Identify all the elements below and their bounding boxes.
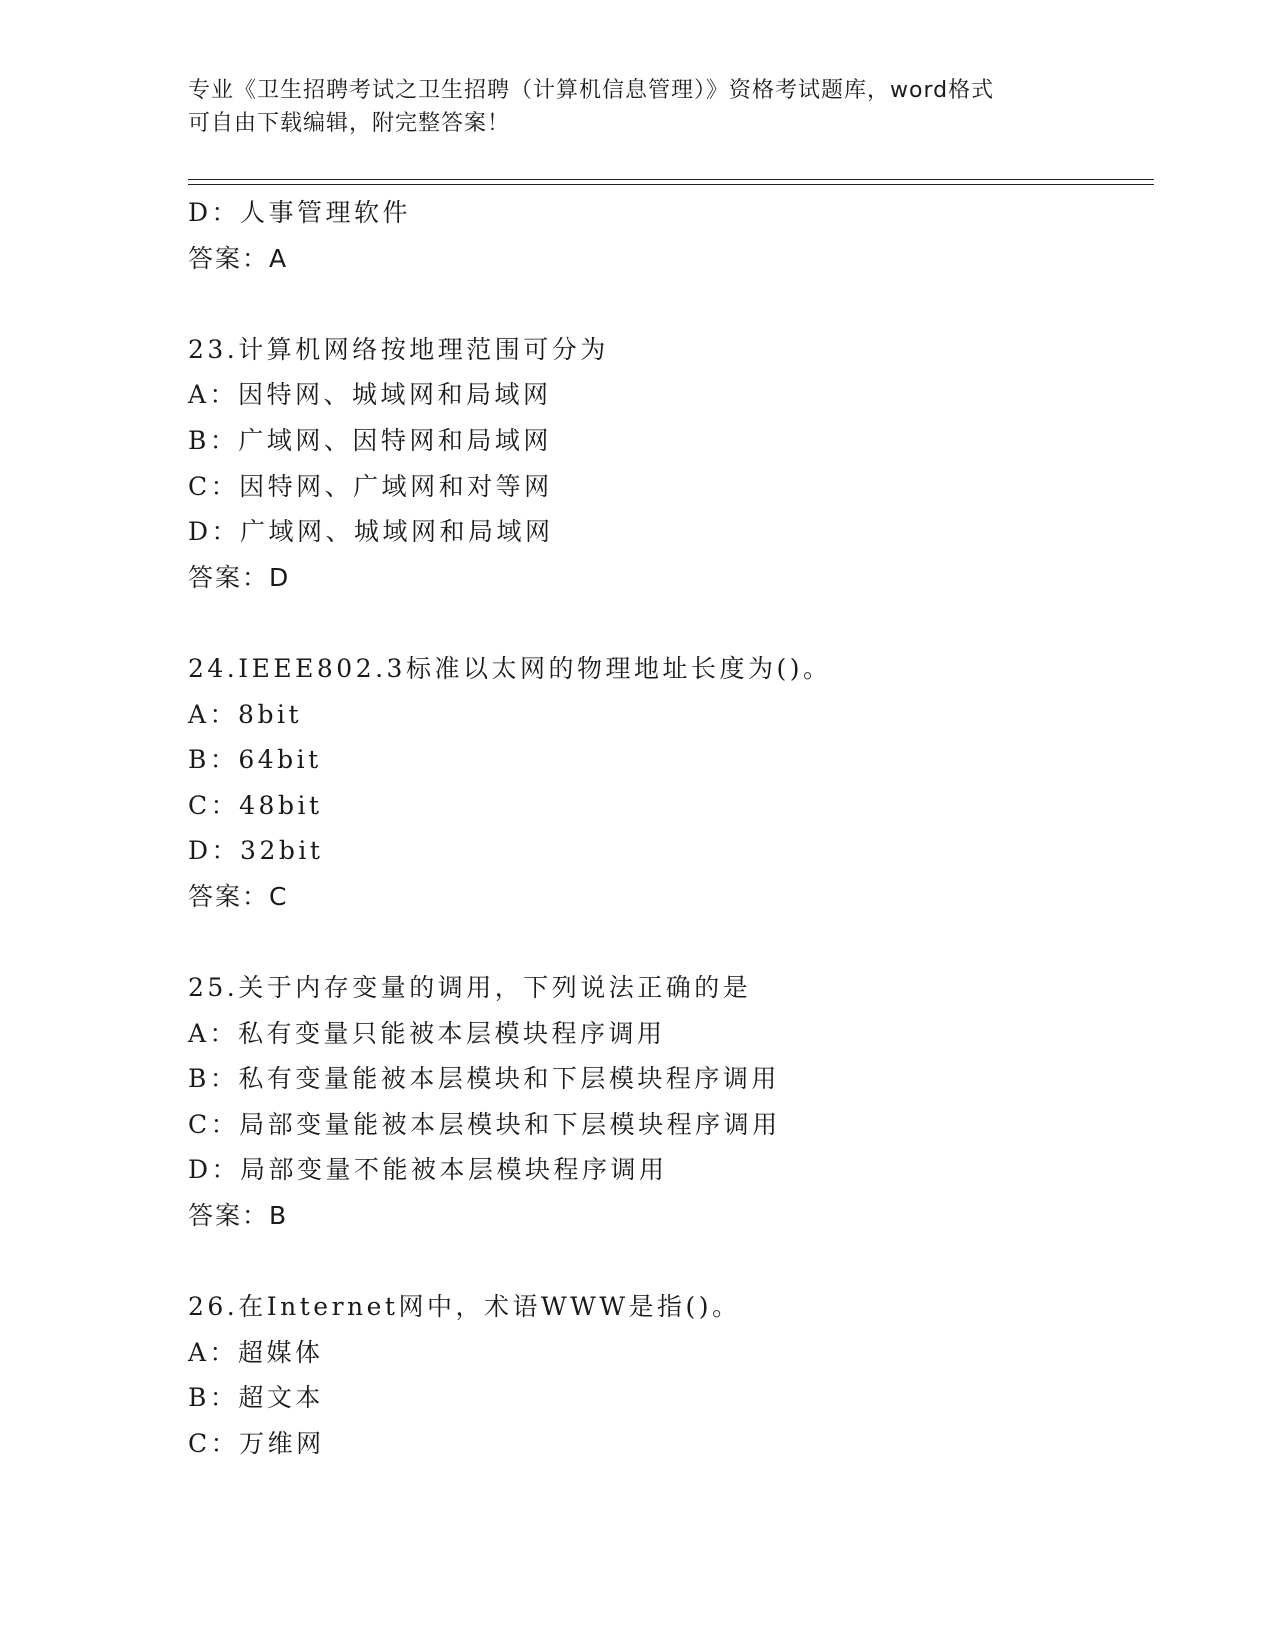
question-stem: 25.关于内存变量的调用，下列说法正确的是 [188, 973, 752, 1003]
question-26 [188, 1284, 1148, 1466]
answer: 答案：D [188, 562, 291, 592]
option-a: A：8bit [188, 699, 303, 729]
option-b: B：广域网、因特网和局域网 [188, 425, 552, 455]
option-c: C：因特网、广域网和对等网 [188, 471, 553, 501]
question-25 [188, 965, 1148, 1239]
header-divider-top [188, 179, 1154, 180]
option-a: A：私有变量只能被本层模块程序调用 [188, 1018, 666, 1048]
header-line-2: 可自由下载编辑，附完整答案！ [188, 111, 511, 136]
prev-option-d: D：人事管理软件 [188, 198, 412, 227]
question-23 [188, 327, 1148, 601]
option-c: C：48bit [188, 790, 323, 820]
question-stem: 24.IEEE802.3标准以太网的物理地址长度为()。 [188, 653, 832, 683]
question-stem: 23.计算机网络按地理范围可分为 [188, 334, 609, 364]
question-stem: 26.在Internet网中，术语WWW是指()。 [188, 1292, 741, 1322]
document-header [188, 74, 1088, 140]
option-d: D：局部变量不能被本层模块程序调用 [188, 1155, 668, 1185]
option-b: B：超文本 [188, 1383, 324, 1413]
option-a: A：超媒体 [188, 1337, 324, 1367]
answer: 答案：B [188, 1201, 289, 1231]
question-list [188, 190, 1148, 1467]
option-d: D：32bit [188, 836, 324, 866]
answer: 答案：C [188, 881, 289, 911]
question-24 [188, 646, 1148, 920]
option-c: C：万维网 [188, 1429, 325, 1459]
option-d: D：广域网、城域网和局域网 [188, 517, 554, 547]
option-a: A：因特网、城域网和局域网 [188, 380, 552, 410]
header-divider-bottom [188, 184, 1154, 185]
option-c: C：局部变量能被本层模块和下层模块程序调用 [188, 1109, 781, 1139]
header-line-1: 专业《卫生招聘考试之卫生招聘（计算机信息管理）》资格考试题库，word格式 [188, 78, 995, 103]
prev-answer: 答案：A [188, 243, 289, 273]
option-b: B：64bit [188, 745, 322, 775]
option-b: B：私有变量能被本层模块和下层模块程序调用 [188, 1064, 780, 1094]
